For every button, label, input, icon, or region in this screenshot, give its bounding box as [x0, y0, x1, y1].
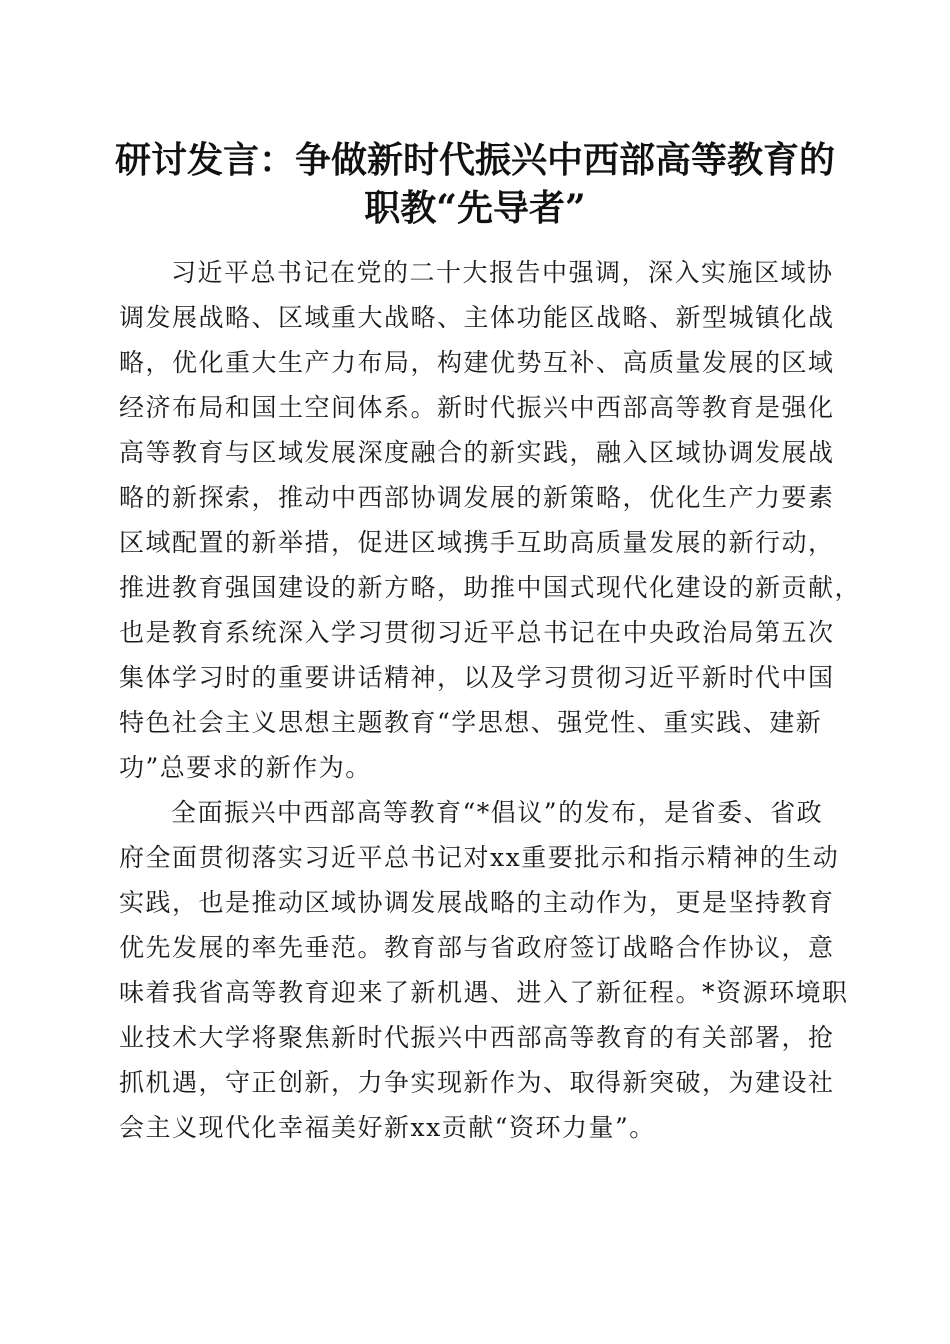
paragraph-line: 习近平总书记在党的二十大报告中强调，深入实施区域协 [171, 258, 834, 287]
paragraph-line: 略，优化重大生产力布局，构建优势互补、高质量发展的区域 [119, 348, 835, 377]
paragraph-line: 业技术大学将聚焦新时代振兴中西部高等教育的有关部署，抢 [119, 1023, 835, 1052]
paragraph-line: 优先发展的率先垂范。教育部与省政府签订战略合作协议，意 [119, 933, 835, 962]
paragraph-line: 推进教育强国建设的新方略，助推中国式现代化建设的新贡献， [119, 573, 862, 602]
paragraph-1 [119, 250, 862, 790]
paragraph-line: 府全面贯彻落实习近平总书记对xx重要批示和指示精神的生动 [119, 843, 840, 872]
paragraph-line: 抓机遇，守正创新，力争实现新作为、取得新突破，为建设社 [119, 1068, 835, 1097]
paragraph-line: 经济布局和国土空间体系。新时代振兴中西部高等教育是强化 [119, 393, 835, 422]
title-line-1: 研讨发言：争做新时代振兴中西部高等教育的 [114, 139, 835, 181]
paragraph-line: 全面振兴中西部高等教育“*倡议”的发布，是省委、省政 [171, 798, 824, 827]
paragraph-line: 会主义现代化幸福美好新xx贡献“资环力量”。 [119, 1113, 656, 1142]
paragraph-line: 特色社会主义思想主题教育“学思想、强党性、重实践、建新 [119, 708, 823, 737]
paragraph-line: 调发展战略、区域重大战略、主体功能区战略、新型城镇化战 [119, 303, 835, 332]
paragraph-line: 也是教育系统深入学习贯彻习近平总书记在中央政治局第五次 [119, 618, 835, 647]
paragraph-line: 味着我省高等教育迎来了新机遇、进入了新征程。*资源环境职 [119, 978, 849, 1007]
paragraph-2 [119, 790, 849, 1150]
paragraph-line: 区域配置的新举措，促进区域携手互助高质量发展的新行动， [119, 528, 835, 557]
title-line-2: 职教“先导者” [364, 187, 586, 229]
paragraph-line: 集体学习时的重要讲话精神，以及学习贯彻习近平新时代中国 [119, 663, 835, 692]
paragraph-line: 实践，也是推动区域协调发展战略的主动作为，更是坚持教育 [119, 888, 835, 917]
document-title [100, 136, 850, 232]
paragraph-line: 功”总要求的新作为。 [119, 753, 372, 782]
paragraph-line: 略的新探索，推动中西部协调发展的新策略，优化生产力要素 [119, 483, 835, 512]
document-body [119, 250, 862, 1150]
paragraph-line: 高等教育与区域发展深度融合的新实践，融入区域协调发展战 [119, 438, 835, 467]
